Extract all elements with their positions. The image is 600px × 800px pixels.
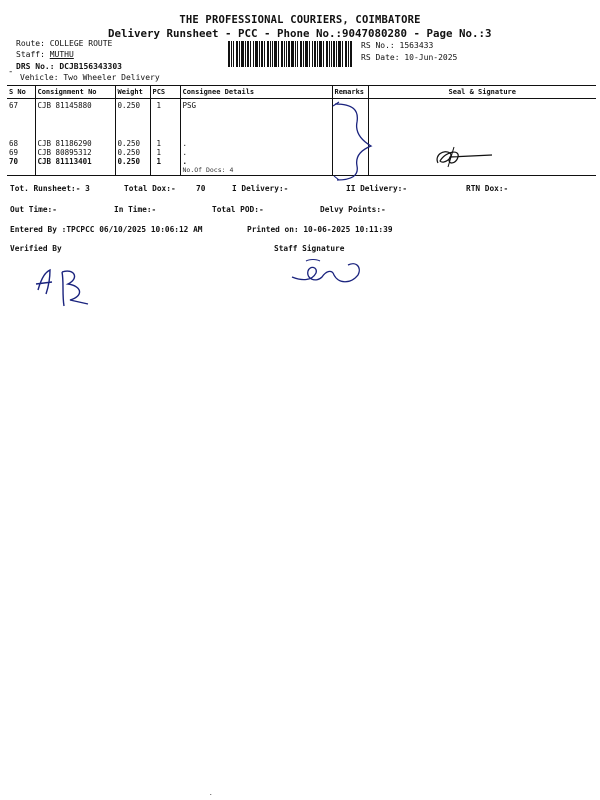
entered-by: Entered By :TPCPCC 06/10/2025 10:06:12 AM <box>10 225 203 234</box>
drs-line <box>16 62 122 71</box>
rs-date-line <box>361 53 457 62</box>
cell-seal <box>368 99 596 140</box>
cell-sno: 69 <box>9 148 19 157</box>
cell-consignment: CJB 80895312 <box>35 148 115 157</box>
rs-no-label: RS No.: <box>361 41 395 50</box>
cell-pcs: 1 <box>150 148 180 157</box>
cell-weight: 0.250 <box>115 157 150 166</box>
route-label: Route: <box>16 39 45 48</box>
table-row <box>7 148 596 157</box>
vehicle-label: Vehicle: <box>20 73 59 82</box>
barcode-image <box>228 41 353 67</box>
rs-no-value: 1563433 <box>399 41 434 50</box>
staff-line <box>16 50 74 59</box>
out-time: Out Time:- <box>10 205 57 214</box>
route-value: COLLEGE ROUTE <box>49 39 113 48</box>
table-count-row <box>7 166 596 176</box>
cell-pcs: 1 <box>150 139 180 148</box>
drs-value: DCJB156343303 <box>59 62 122 71</box>
route-line <box>16 39 112 48</box>
cell-consignment: CJB 81186290 <box>35 139 115 148</box>
in-time: In Time:- <box>114 205 157 214</box>
rtn-dox: RTN Dox:- <box>466 184 509 193</box>
printed-on: Printed on: 10-06-2025 10:11:39 <box>247 225 393 234</box>
total-pod: Total POD:- <box>212 205 264 214</box>
cell-weight: 0.250 <box>115 148 150 157</box>
rs-date-label: RS Date: <box>361 53 400 62</box>
i-delivery: I Delivery:- <box>232 184 289 193</box>
staff-label: Staff: <box>16 50 45 59</box>
cell-consignee: PSG <box>180 99 332 140</box>
col-seal-signature: Seal & Signature <box>368 86 596 99</box>
cell-consignee: . <box>180 148 332 157</box>
company-title: THE PROFESSIONAL COURIERS, COIMBATORE <box>179 14 421 26</box>
staff-signature-label: Staff Signature <box>274 244 345 253</box>
col-weight: Weight <box>115 86 150 99</box>
verified-by-signature <box>32 262 94 310</box>
col-sno: S No <box>7 86 35 99</box>
stray-dot: . <box>209 790 213 797</box>
cell-weight: 0.250 <box>115 99 150 140</box>
cell-consignee: . <box>180 157 332 166</box>
runsheet-table <box>7 85 596 176</box>
total-dox-value: 70 <box>196 184 206 193</box>
drs-label: DRS No.: <box>16 62 55 71</box>
table-header-row <box>7 86 596 99</box>
tot-runsheet: Tot. Runsheet:- 3 <box>10 184 90 193</box>
tick-mark: - <box>8 67 14 77</box>
cell-sno: 68 <box>9 139 19 148</box>
cell-consignment: CJB 81113401 <box>35 157 115 166</box>
col-consignee: Consignee Details <box>180 86 332 99</box>
doc-count: No.Of Docs: 4 <box>180 166 332 176</box>
col-pcs: PCS <box>150 86 180 99</box>
verified-by-label: Verified By <box>10 244 62 253</box>
vehicle-line <box>20 73 160 82</box>
staff-value: MUTHU <box>49 50 74 59</box>
col-consignment: Consignment No <box>35 86 115 99</box>
runsheet-title: Delivery Runsheet - PCC - Phone No.:9047080280 - Page No.:3 <box>108 27 492 40</box>
cell-pcs: 1 <box>150 157 180 166</box>
vehicle-value: Two Wheeler Delivery <box>63 73 160 82</box>
cell-consignment: CJB 81145880 <box>35 99 115 140</box>
total-dox-label: Total Dox:- <box>124 184 176 193</box>
remarks-brace-mark <box>331 100 377 182</box>
seal-signature-mark <box>430 143 500 171</box>
table-row <box>7 99 596 140</box>
cell-pcs: 1 <box>150 99 180 140</box>
table-row <box>7 139 596 148</box>
cell-sno: 67 <box>9 101 19 110</box>
delvy-points: Delvy Points:- <box>320 205 386 214</box>
cell-consignee: . <box>180 139 332 148</box>
rs-no-line <box>361 41 433 50</box>
staff-signature <box>286 255 366 289</box>
cell-weight: 0.250 <box>115 139 150 148</box>
cell-sno: 70 <box>9 157 19 166</box>
rs-date-value: 10-Jun-2025 <box>404 53 458 62</box>
ii-delivery: II Delivery:- <box>346 184 408 193</box>
col-remarks: Remarks <box>332 86 368 99</box>
table-row <box>7 157 596 166</box>
